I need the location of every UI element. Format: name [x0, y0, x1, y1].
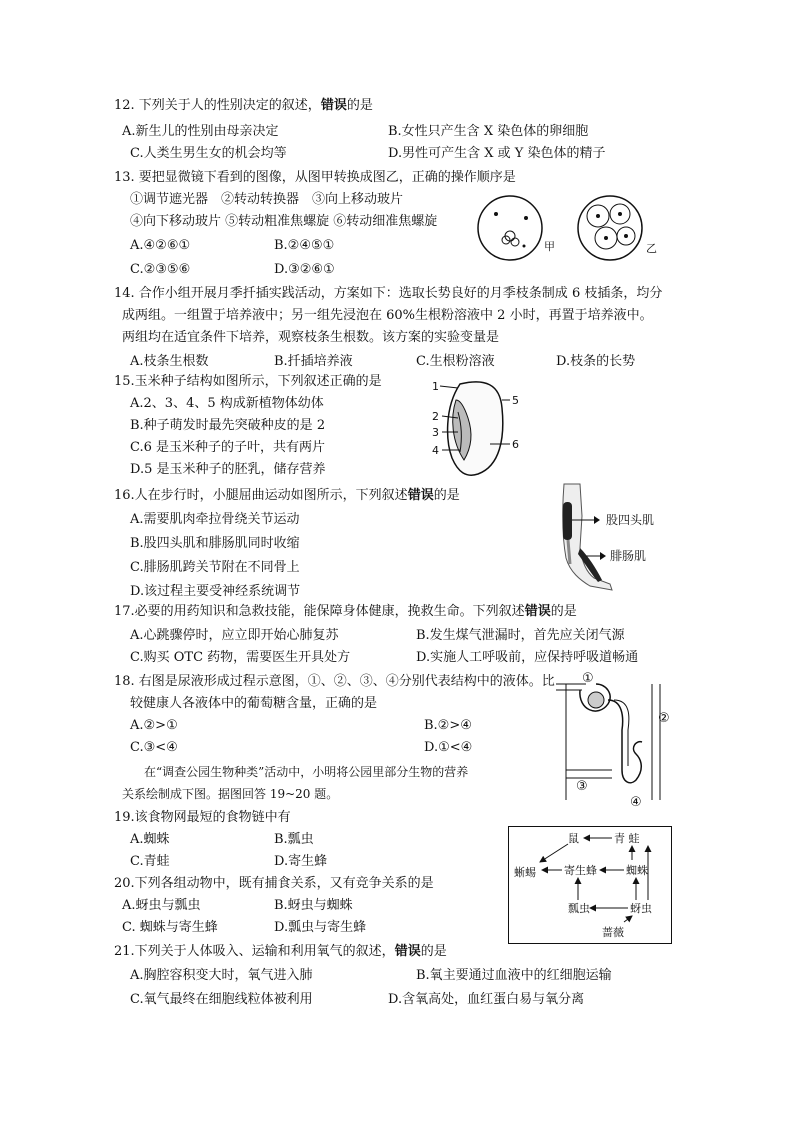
q17-option-c: C.购买 OTC 药物，需要医生开具处方: [130, 650, 351, 665]
q21-option-d: D.含氧高处，血红蛋白易与氧分离: [388, 992, 585, 1007]
muscle-label-gastrocnemius: 腓肠肌: [610, 549, 647, 563]
q17-stem: 17.必要的用药知识和急救技能，能保障身体健康，挽救生命。下列叙述错误的是: [114, 604, 577, 619]
nephron-label-4: ④: [630, 795, 642, 810]
q16-option-b: B.股四头肌和腓肠肌同时收缩: [130, 536, 300, 551]
q14-stem-3: 两组均在适宜条件下培养，观察枝条生根数。该方案的实验变量是: [122, 330, 500, 345]
leg-muscle-figure: [550, 480, 710, 600]
nephron-label-1: ①: [582, 671, 594, 686]
q16-option-c: C.腓肠肌跨关节附在不同骨上: [130, 560, 300, 575]
q18-stem-1: 18. 右图是尿液形成过程示意图，①、②、③、④分别代表结构中的液体。比: [114, 674, 555, 689]
q12-option-a: A.新生儿的性别由母亲决定: [122, 124, 279, 139]
q14-option-b: B.扦插培养液: [274, 354, 353, 369]
q17-option-a: A.心跳骤停时，应立即开始心肺复苏: [130, 628, 339, 643]
q16-stem: 16.人在步行时，小腿屈曲运动如图所示，下列叙述错误的是: [114, 488, 460, 503]
q13-stem: 13. 要把显微镜下看到的图像，从图甲转换成图乙，正确的操作顺序是: [114, 170, 516, 185]
q12-option-c: C.人类生男生女的机会均等: [130, 146, 287, 161]
q14-option-a: A.枝条生根数: [130, 354, 209, 369]
muscle-label-quadriceps: 股四头肌: [606, 513, 655, 527]
corn-label-2: 2: [432, 410, 439, 423]
nephron-label-2: ②: [658, 711, 670, 726]
q20-option-c: C. 蜘蛛与寄生蜂: [122, 920, 218, 935]
q18-option-c: C.③<④: [130, 740, 178, 755]
q19-option-c: C.青蛙: [130, 854, 170, 869]
corn-seed-figure: [430, 378, 530, 480]
q19-option-b: B.瓢虫: [274, 832, 314, 847]
q16-option-d: D.该过程主要受神经系统调节: [130, 584, 301, 599]
q17-option-b: B.发生煤气泄漏时，首先应关闭气源: [416, 628, 625, 643]
q18-option-d: D.①<④: [424, 740, 473, 755]
node-zhizhu: 蜘蛛: [626, 864, 648, 877]
q21-option-a: A.胸腔容积变大时，氧气进入肺: [130, 968, 313, 983]
q21-stem: 21.下列关于人体吸入、运输和利用氧气的叙述，错误的是: [114, 944, 447, 959]
q20-option-b: B.蚜虫与蜘蛛: [274, 898, 353, 913]
q13-steps-2: ④向下移动玻片 ⑤转动粗准焦螺旋 ⑥转动细准焦螺旋: [130, 214, 438, 229]
q14-stem-1: 14. 合作小组开展月季扦插实践活动，方案如下：选取长势良好的月季枝条制成 6 枝插条，均分: [114, 286, 663, 301]
q15-option-a: A.2、3、4、5 构成新植物体幼体: [130, 396, 324, 411]
q15-option-d: D.5 是玉米种子的胚乳，储存营养: [130, 462, 326, 477]
q16-option-a: A.需要肌肉牵拉骨绕关节运动: [130, 512, 300, 527]
microscope-figure: [476, 190, 666, 270]
q14-stem-2: 成两组。一组置于培养液中；另一组先浸泡在 60%生根粉溶液中 2 小时，再置于培养液中。: [122, 308, 653, 323]
nephron-label-3: ③: [576, 779, 588, 794]
q18-option-a: A.②>①: [130, 718, 178, 733]
q13-option-b: B.②④⑤①: [274, 238, 335, 253]
fig-label-yi: 乙: [646, 242, 657, 255]
q14-option-c: C.生根粉溶液: [416, 354, 495, 369]
q17-option-d: D.实施人工呼吸前，应保持呼吸道畅通: [416, 650, 639, 665]
q13-steps-1: ①调节遮光器 ②转动转换器 ③向上移动玻片: [130, 192, 404, 207]
node-piaochong: 瓢虫: [568, 902, 590, 915]
q15-stem: 15.玉米种子结构如图所示，下列叙述正确的是: [114, 374, 382, 389]
q21-option-b: B.氧主要通过血液中的红细胞运输: [416, 968, 612, 983]
q20-stem: 20.下列各组动物中，既有捕食关系，又有竞争关系的是: [114, 876, 434, 891]
node-shu: 鼠: [568, 832, 579, 845]
q15-option-c: C.6 是玉米种子的子叶，共有两片: [130, 440, 326, 455]
corn-label-4: 4: [432, 444, 439, 457]
node-qingwa: 青 蛙: [614, 832, 640, 845]
q14-option-d: D.枝条的长势: [556, 354, 636, 369]
q18-option-b: B.②>④: [424, 718, 472, 733]
node-xiyi: 蜥蜴: [514, 866, 536, 879]
q18-stem-2: 较健康人各液体中的葡萄糖含量，正确的是: [130, 696, 378, 711]
food-web-diagram: [508, 826, 672, 944]
q20-option-d: D.瓢虫与寄生蜂: [274, 920, 367, 935]
node-jishengfeng: 寄生蜂: [564, 864, 597, 877]
q13-option-c: C.②③⑤⑥: [130, 262, 191, 277]
node-qiangwei: 蔷薇: [602, 926, 624, 939]
q12-option-d: D.男性可产生含 X 或 Y 染色体的精子: [388, 146, 606, 161]
q12-option-b: B.女性只产生含 X 染色体的卵细胞: [388, 124, 589, 139]
corn-label-5: 5: [512, 394, 519, 407]
corn-label-3: 3: [432, 426, 439, 439]
q20-option-a: A.蚜虫与瓢虫: [122, 898, 201, 913]
intro-19-20-line-1: 在“调查公园生物种类”活动中，小明将公园里部分生物的营养: [144, 765, 469, 779]
q19-option-d: D.寄生蜂: [274, 854, 328, 869]
corn-label-1: 1: [432, 380, 439, 393]
nephron-figure: [552, 670, 682, 810]
q13-option-d: D.③②⑥①: [274, 262, 335, 277]
corn-label-6: 6: [512, 438, 519, 451]
q13-option-a: A.④②⑥①: [130, 238, 191, 253]
fig-label-jia: 甲: [544, 240, 555, 253]
intro-19-20-line-2: 关系绘制成下图。据图回答 19~20 题。: [122, 787, 339, 801]
q21-option-c: C.氧气最终在细胞线粒体被利用: [130, 992, 313, 1007]
q12-stem: 12. 下列关于人的性别决定的叙述，错误的是: [114, 98, 373, 113]
q15-option-b: B.种子萌发时最先突破种皮的是 2: [130, 418, 326, 433]
node-yachong: 蚜虫: [630, 902, 652, 915]
q19-option-a: A.蜘蛛: [130, 832, 170, 847]
q19-stem: 19.该食物网最短的食物链中有: [114, 810, 291, 825]
